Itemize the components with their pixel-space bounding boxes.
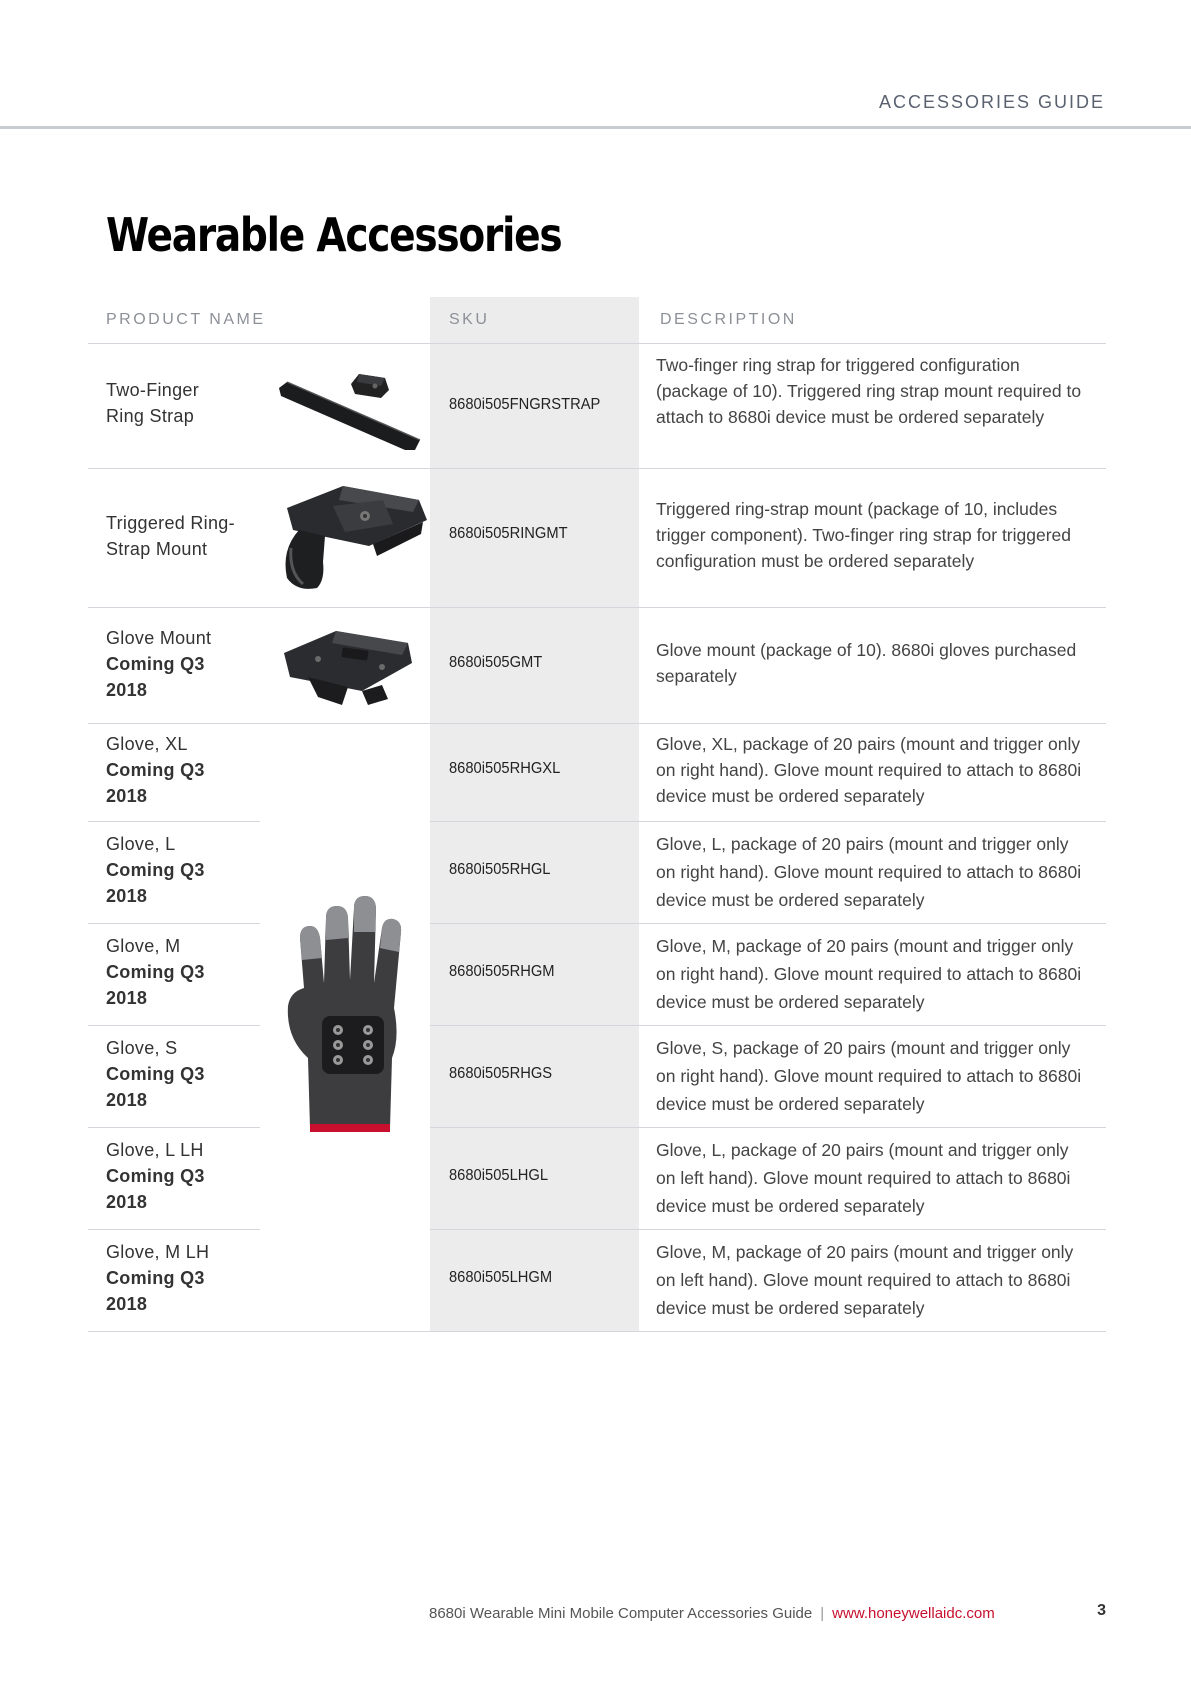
status-coming: Coming Q3 2018 [106,1064,205,1110]
sku-value: 8680i505RHGXL [449,760,561,777]
sku-value: 8680i505FNGRSTRAP [449,396,601,413]
footer [429,1605,995,1622]
status-coming: Coming Q3 2018 [106,760,205,806]
product-name: Triggered Ring- Strap Mount [106,513,235,559]
description-text: Glove, L, package of 20 pairs (mount and trigger only on left hand). Glove mount required to attach to 8680i device must be ordered separately [656,1140,1071,1216]
status-coming: Coming Q3 2018 [106,860,205,906]
sku-value: 8680i505LHGM [449,1269,553,1286]
table-rule [88,1331,1106,1332]
sku-value: 8680i505RHGL [449,861,551,878]
product-name: Glove, XL Coming Q3 2018 [106,731,205,809]
table-row [0,923,1191,1025]
ring-strap-mount-icon [273,480,433,595]
table-row [0,468,1191,607]
page-title: Wearable Accessories [106,208,562,262]
table-row [0,1127,1191,1229]
description-text: Glove, M, package of 20 pairs (mount and trigger only on left hand). Glove mount required to attach to 8680i device must be ordered separately [656,1242,1074,1318]
footer-doc-title: 8680i Wearable Mini Mobile Computer Accessories Guide [429,1605,813,1622]
product-name: Glove, M Coming Q3 2018 [106,933,205,1011]
table-row [0,607,1191,723]
header-label: ACCESSORIES GUIDE [878,92,1105,112]
table-row [0,821,1191,923]
status-coming: Coming Q3 2018 [106,962,205,1008]
table-row [0,723,1191,821]
product-name: Glove, S Coming Q3 2018 [106,1035,205,1113]
sku-value: 8680i505RINGMT [449,525,568,542]
product-name: Glove, L Coming Q3 2018 [106,831,205,909]
column-header-description: DESCRIPTION [660,311,797,328]
product-name: Glove Mount Coming Q3 2018 [106,625,211,703]
sku-value: 8680i505LHGL [449,1167,549,1184]
description-text: Glove mount (package of 10). 8680i gloves purchased separately [656,640,1077,686]
table-row [0,1025,1191,1127]
table-row [0,1229,1191,1331]
page-number: 3 [1097,1602,1106,1619]
description-text: Glove, M, package of 20 pairs (mount and trigger only on right hand). Glove mount required to attach to 8680i device must be ordered separately [656,936,1082,1012]
table-row [0,343,1191,468]
sku-value: 8680i505GMT [449,654,543,671]
description-text: Glove, L, package of 20 pairs (mount and trigger only on right hand). Glove mount required to attach to 8680i device must be ordered separately [656,834,1082,910]
footer-separator: | [820,1605,825,1622]
ring-strap-icon [275,358,425,458]
status-coming: Coming Q3 2018 [106,1268,205,1314]
product-name: Glove, L LH Coming Q3 2018 [106,1137,205,1215]
sku-value: 8680i505RHGS [449,1065,553,1082]
product-name: Glove, M LH Coming Q3 2018 [106,1239,209,1317]
description-text: Triggered ring-strap mount (package of 10, includes trigger component). Two-finger ring strap for triggered configuration must be ordered separately [656,499,1072,571]
description-text: Glove, S, package of 20 pairs (mount and trigger only on right hand). Glove mount required to attach to 8680i device must be ordered separately [656,1038,1082,1114]
glove-icon [282,888,412,1138]
description-text: Glove, XL, package of 20 pairs (mount and trigger only on right hand). Glove mount required to attach to 8680i device must be ordered separately [656,734,1082,806]
footer-url-link[interactable]: www.honeywellaidc.com [832,1605,995,1622]
status-coming: Coming Q3 2018 [106,654,205,700]
column-header-product: PRODUCT NAME [106,311,266,328]
status-coming: Coming Q3 2018 [106,1166,205,1212]
description-text: Two-finger ring strap for triggered configuration (package of 10). Triggered ring strap mount required to attach to 8680i device must be ordered separately [656,355,1082,427]
column-header-sku: SKU [449,311,490,328]
glove-mount-icon [278,623,418,713]
product-name: Two-Finger Ring Strap [106,380,200,426]
sku-value: 8680i505RHGM [449,963,555,980]
